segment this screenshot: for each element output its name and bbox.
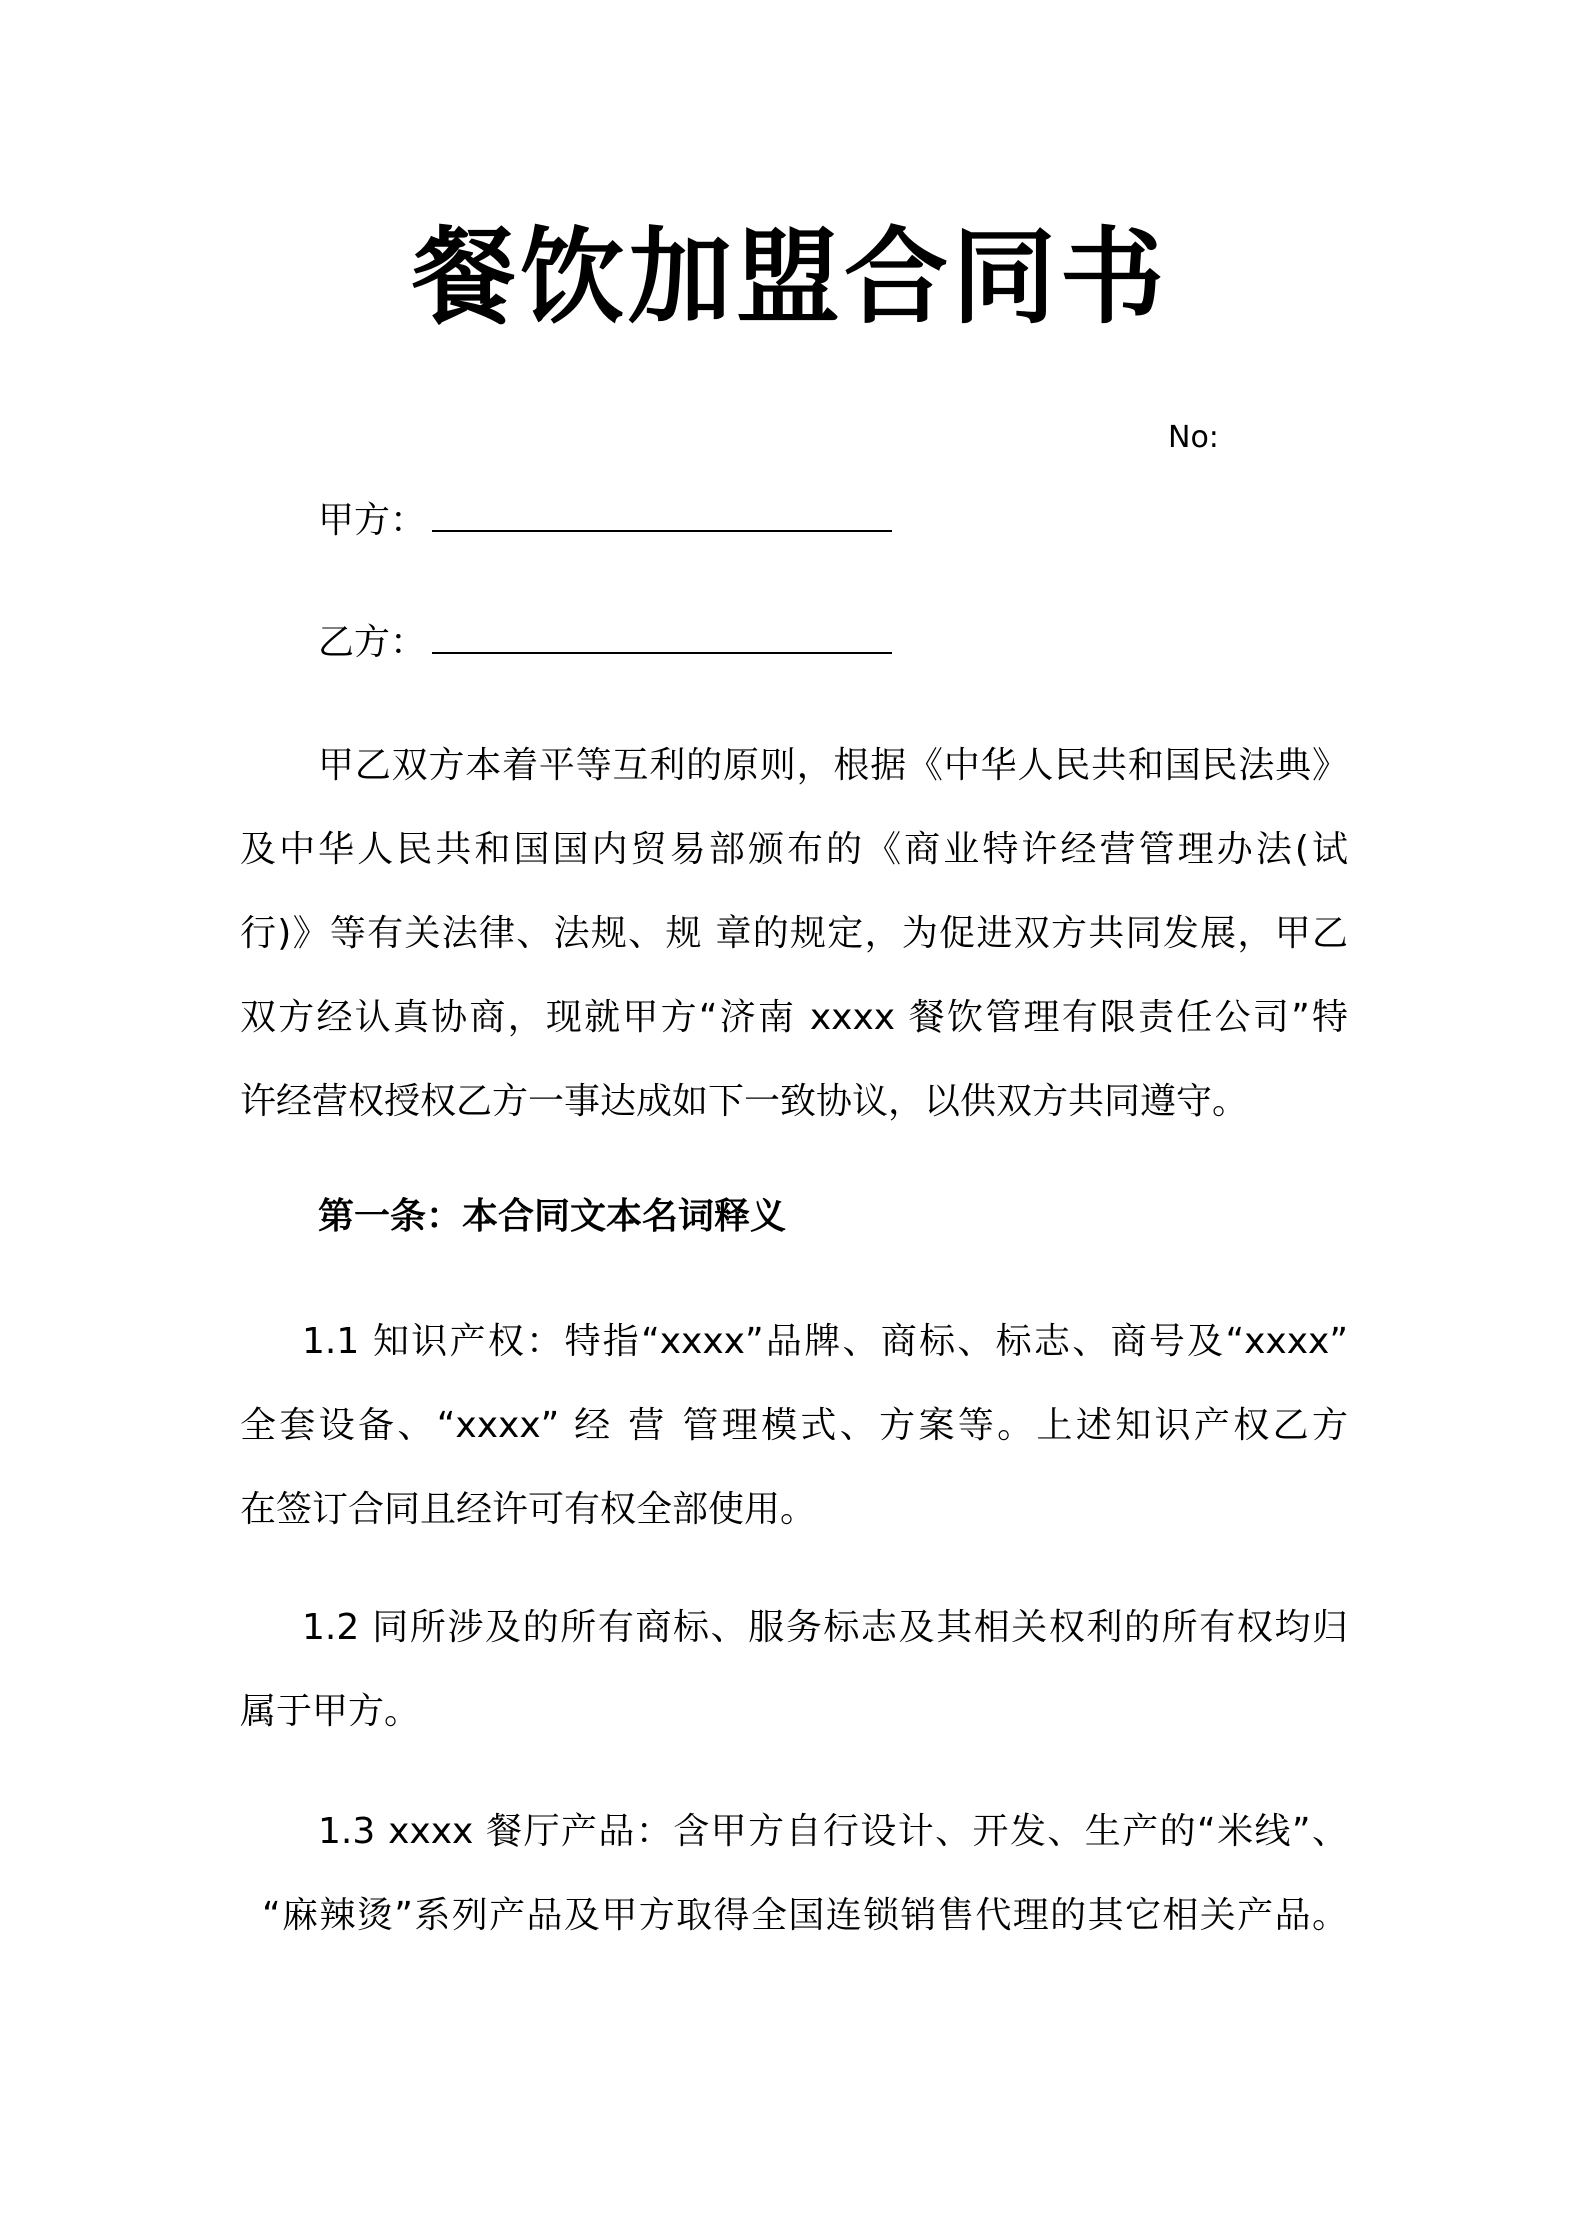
clause-line: 1.2 同所涉及的所有商标、服务标志及其相关权利的所有权均归 — [302, 1607, 1348, 1648]
clause-line: “麻辣烫”系列产品及甲方取得全国连锁销售代理的其它相关产品。 — [262, 1895, 1348, 1936]
party-a-line — [318, 496, 892, 546]
intro-paragraph — [240, 724, 1348, 1144]
intro-line: 许经营权授权乙方一事达成如下一致协议，以供双方共同遵守。 — [240, 1081, 1249, 1122]
clause-line: 全套设备、“xxxx” 经 营 管理模式、方案等。上述知识产权乙方 — [240, 1405, 1348, 1446]
intro-line: 双方经认真协商，现就甲方“济南 xxxx 餐饮管理有限责任公司”特 — [240, 997, 1348, 1038]
intro-line: 甲乙双方本着平等互利的原则，根据《中华人民共和国民法典》 — [318, 745, 1348, 786]
clause-line: 1.1 知识产权：特指“xxxx”品牌、商标、标志、商号及“xxxx” — [302, 1321, 1348, 1362]
intro-line: 行)》等有关法律、法规、规 章的规定，为促进双方共同发展，甲乙 — [240, 913, 1348, 954]
intro-line: 及中华人民共和国国内贸易部颁布的《商业特许经营管理办法(试 — [240, 829, 1348, 870]
clause-line: 1.3 xxxx 餐厅产品：含甲方自行设计、开发、生产的“米线”、 — [318, 1811, 1348, 1852]
party-b-label: 乙方： — [318, 622, 427, 663]
clause-1-1 — [240, 1300, 1348, 1552]
party-a-label: 甲方： — [318, 500, 427, 541]
party-b-line — [318, 618, 892, 668]
clause-line: 属于甲方。 — [240, 1691, 421, 1732]
clause-line: 在签订合同且经许可有权全部使用。 — [240, 1489, 817, 1530]
document-number-label: No: — [1168, 420, 1219, 455]
document-title: 餐饮加盟合同书 — [411, 216, 1168, 338]
article-1-heading: 第一条：本合同文本名词释义 — [318, 1196, 787, 1237]
clause-1-2 — [240, 1586, 1348, 1754]
clause-1-3 — [240, 1790, 1348, 1958]
party-b-blank — [432, 620, 892, 654]
party-a-blank — [432, 498, 892, 532]
